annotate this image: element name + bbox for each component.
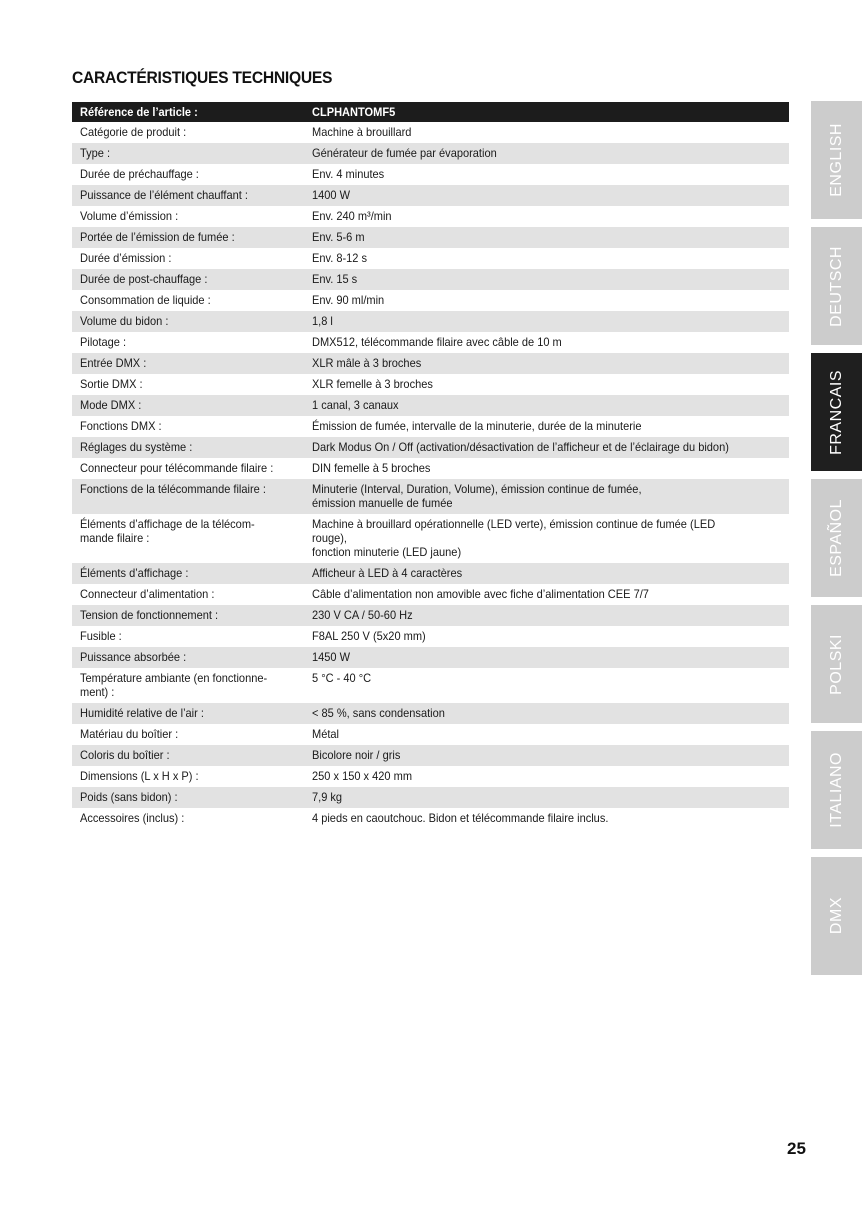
spec-label: Volume d’émission : xyxy=(80,209,179,223)
spec-label: Catégorie de produit : xyxy=(80,125,187,139)
spec-label: Connecteur pour télécommande filaire : xyxy=(80,461,274,475)
spec-value: DMX512, télécommande filaire avec câble de 10 m xyxy=(312,335,562,349)
table-row xyxy=(72,269,789,290)
spec-label: Durée d’émission : xyxy=(80,251,172,265)
table-row xyxy=(72,143,789,164)
tab-label: ENGLISH xyxy=(827,123,845,197)
spec-value: Env. 15 s xyxy=(304,269,789,290)
spec-value: Dark Modus On / Off (activation/désactivation de l’afficheur et de l’éclairage du bidon) xyxy=(304,437,789,458)
table-row xyxy=(72,703,789,724)
spec-value: XLR femelle à 3 broches xyxy=(312,377,433,391)
table-row xyxy=(72,227,789,248)
table-row xyxy=(72,311,789,332)
table-row xyxy=(72,353,789,374)
spec-label: Accessoires (inclus) : xyxy=(80,811,185,825)
spec-label: Consommation de liquide : xyxy=(80,293,211,307)
tab-dmx[interactable] xyxy=(811,857,862,975)
table-row xyxy=(72,290,789,311)
spec-label: Pilotage : xyxy=(80,335,127,349)
table-row xyxy=(72,647,789,668)
spec-label: Volume du bidon : xyxy=(72,311,304,332)
tab-polski[interactable] xyxy=(811,605,862,723)
spec-label: Mode DMX : xyxy=(72,395,304,416)
spec-label: Température ambiante (en fonctionne- ment) : xyxy=(80,671,268,699)
spec-value: Émission de fumée, intervalle de la minuterie, durée de la minuterie xyxy=(312,419,642,433)
spec-label: Puissance absorbée : xyxy=(72,647,304,668)
table-row xyxy=(72,787,789,808)
spec-label: Éléments d’affichage de la télécom- mande filaire : xyxy=(80,517,255,545)
spec-label: Tension de fonctionnement : xyxy=(72,605,304,626)
spec-label: Éléments d’affichage : xyxy=(72,563,304,584)
spec-value: Env. 5-6 m xyxy=(304,227,789,248)
tab-label: ESPAÑOL xyxy=(827,499,845,577)
spec-label: Référence de l’article : xyxy=(72,102,304,122)
table-row xyxy=(72,626,789,647)
table-row xyxy=(72,206,789,227)
table-row xyxy=(72,745,789,766)
tab-espaol[interactable] xyxy=(811,479,862,597)
table-header-row xyxy=(72,102,789,122)
spec-value: Câble d’alimentation non amovible avec fiche d’alimentation CEE 7/7 xyxy=(312,587,649,601)
spec-label: Coloris du boîtier : xyxy=(72,745,304,766)
spec-label: Humidité relative de l’air : xyxy=(72,703,304,724)
spec-label: Connecteur d’alimentation : xyxy=(80,587,215,601)
spec-value: F8AL 250 V (5x20 mm) xyxy=(312,629,426,643)
spec-value: Machine à brouillard xyxy=(312,125,412,139)
table-row xyxy=(72,808,789,829)
table-row xyxy=(72,605,789,626)
table-row xyxy=(72,374,789,395)
spec-value: 1,8 l xyxy=(304,311,789,332)
table-row xyxy=(72,514,789,563)
table-row xyxy=(72,164,789,185)
page-number: 25 xyxy=(787,1139,806,1158)
table-row xyxy=(72,479,789,514)
tab-label: DMX xyxy=(827,897,845,935)
table-row xyxy=(72,563,789,584)
tab-deutsch[interactable] xyxy=(811,227,862,345)
spec-value: 250 x 150 x 420 mm xyxy=(312,769,413,783)
spec-value: Afficheur à LED à 4 caractères xyxy=(304,563,789,584)
table-row xyxy=(72,458,789,479)
spec-value: Métal xyxy=(312,727,339,741)
spec-label: Matériau du boîtier : xyxy=(80,727,179,741)
spec-label: Durée de préchauffage : xyxy=(80,167,199,181)
spec-value: Env. 8-12 s xyxy=(312,251,368,265)
spec-value: 5 °C - 40 °C xyxy=(312,671,372,685)
spec-label: Entrée DMX : xyxy=(72,353,304,374)
spec-value: XLR mâle à 3 broches xyxy=(304,353,789,374)
spec-value: 1400 W xyxy=(304,185,789,206)
tab-english[interactable] xyxy=(811,101,862,219)
table-row xyxy=(72,724,789,745)
spec-table xyxy=(72,102,789,829)
table-row xyxy=(72,395,789,416)
tab-label: ITALIANO xyxy=(827,752,845,828)
tab-label: POLSKI xyxy=(827,633,845,695)
page-title: CARACTÉRISTIQUES TECHNIQUES xyxy=(72,68,333,87)
spec-label: Puissance de l’élément chauffant : xyxy=(72,185,304,206)
spec-label: Fonctions de la télécommande filaire : xyxy=(72,479,304,514)
spec-value: 1450 W xyxy=(304,647,789,668)
spec-value: Bicolore noir / gris xyxy=(304,745,789,766)
table-row xyxy=(72,437,789,458)
table-row xyxy=(72,584,789,605)
spec-label: Sortie DMX : xyxy=(80,377,143,391)
spec-value: DIN femelle à 5 broches xyxy=(312,461,431,475)
table-row xyxy=(72,248,789,269)
spec-value: 1 canal, 3 canaux xyxy=(304,395,789,416)
spec-value: Env. 4 minutes xyxy=(312,167,385,181)
spec-label: Portée de l’émission de fumée : xyxy=(72,227,304,248)
spec-value: 230 V CA / 50-60 Hz xyxy=(304,605,789,626)
tab-label: DEUTSCH xyxy=(827,245,845,327)
spec-label: Fusible : xyxy=(80,629,122,643)
tab-francais[interactable] xyxy=(811,353,862,471)
spec-value: 4 pieds en caoutchouc. Bidon et télécommande filaire inclus. xyxy=(312,811,609,825)
table-row xyxy=(72,122,789,143)
spec-value: CLPHANTOMF5 xyxy=(304,102,789,122)
spec-label: Type : xyxy=(72,143,304,164)
spec-value: < 85 %, sans condensation xyxy=(304,703,789,724)
table-row xyxy=(72,416,789,437)
tab-italiano[interactable] xyxy=(811,731,862,849)
spec-label: Durée de post-chauffage : xyxy=(72,269,304,290)
spec-value: Env. 240 m³/min xyxy=(312,209,392,223)
spec-value: Minuterie (Interval, Duration, Volume), émission continue de fumée, émission manuelle de fumée xyxy=(304,479,789,514)
spec-value: 7,9 kg xyxy=(304,787,789,808)
table-row xyxy=(72,668,789,703)
table-row xyxy=(72,766,789,787)
spec-value: Machine à brouillard opérationnelle (LED verte), émission continue de fumée (LED rouge), fonction minuterie (LED jaune) xyxy=(312,517,716,559)
spec-label: Poids (sans bidon) : xyxy=(72,787,304,808)
spec-label: Fonctions DMX : xyxy=(80,419,162,433)
table-row xyxy=(72,185,789,206)
spec-value: Env. 90 ml/min xyxy=(312,293,385,307)
spec-value: Générateur de fumée par évaporation xyxy=(304,143,789,164)
spec-label: Réglages du système : xyxy=(72,437,304,458)
table-row xyxy=(72,332,789,353)
spec-label: Dimensions (L x H x P) : xyxy=(80,769,199,783)
tab-label: FRANCAIS xyxy=(827,369,845,455)
